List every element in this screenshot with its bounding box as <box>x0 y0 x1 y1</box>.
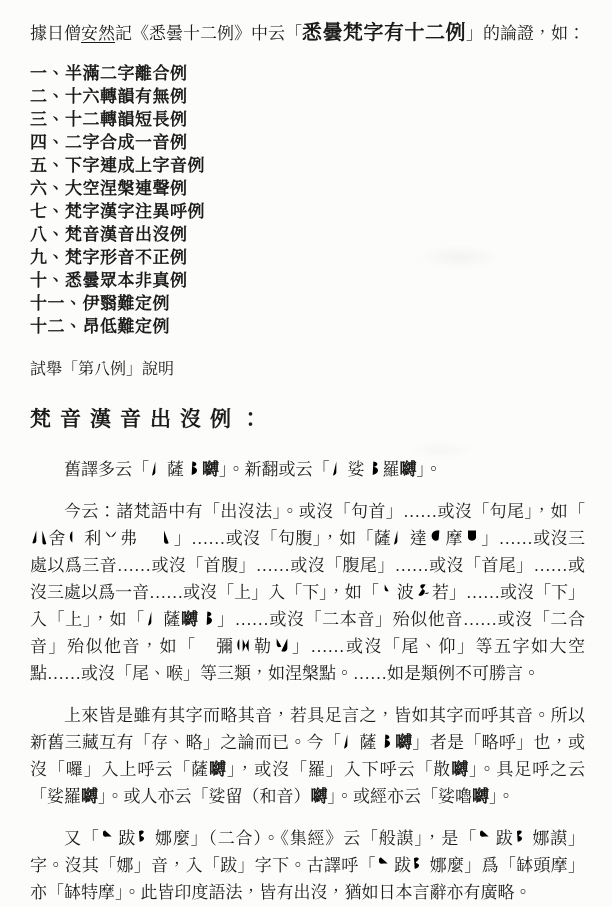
paragraph-summary: 上來皆是雖有其字而略其音，若具足言之，皆如其字而呼其音。所以新舊三藏互有「存、略」之論而已。今「 薩 嚩」者是「略呼」也，或沒「囉」入上呼云「薩嚩」，或沒「羅」入下呼云「散嚩」。具足呼之云「娑羅嚩」。或人亦云「娑留（和音）嚩」。或經亦云「娑嚕嚩」。 <box>30 706 586 806</box>
list-item: 三、十二轉韻短長例 <box>30 110 188 129</box>
list-item: 一、半滿二字離合例 <box>30 64 188 83</box>
underlined-name: 安然 <box>81 24 115 43</box>
list-item: 六、大空涅槃連聲例 <box>30 179 188 198</box>
siddham-ya-glyph <box>274 634 290 655</box>
siddham-ri-glyph <box>67 526 83 547</box>
list-item: 十、悉曇眾本非真例 <box>30 271 188 290</box>
siddham-dma-glyph <box>515 826 531 847</box>
siddham-jna-glyph <box>415 580 431 601</box>
list-item: 五、下字連成上字音例 <box>30 156 205 175</box>
bold-text: 嚩 <box>472 787 489 806</box>
list-item: 八、梵音漢音出沒例 <box>30 225 188 244</box>
siddham-tre-glyph <box>236 634 252 655</box>
siddham-dma-glyph <box>412 853 428 874</box>
list-item: 七、梵字漢字注異呼例 <box>30 202 205 221</box>
siddham-rva-glyph <box>366 457 382 478</box>
list-item: 十一、伊翳難定例 <box>30 294 170 313</box>
siddham-sa-glyph <box>331 457 347 478</box>
siddham-rva-glyph <box>378 730 394 751</box>
bold-text: 嚩 <box>202 460 219 479</box>
siddham-mai-glyph <box>198 634 214 655</box>
bold-text: 嚩 <box>399 460 417 479</box>
siddham-ra-glyph <box>156 526 172 547</box>
twelve-examples-list <box>30 62 585 338</box>
bold-text: 嚩 <box>394 733 413 752</box>
siddham-pu-glyph <box>103 526 119 547</box>
siddham-pa-glyph <box>377 853 393 874</box>
siddham-pa-glyph <box>101 826 117 847</box>
section-title: 梵音漢音出沒例： <box>30 407 270 431</box>
siddham-sa-glyph <box>150 457 166 478</box>
bold-text: 嚩 <box>180 610 199 629</box>
siddham-pa-glyph <box>478 826 494 847</box>
siddham-rva-glyph <box>185 457 201 478</box>
list-item: 十二、昂低難定例 <box>30 317 170 336</box>
siddham-dha-glyph <box>428 526 444 547</box>
paragraph-chumo-rules: 今云：諸梵語中有「出沒法」。或沒「句首」……或沒「句尾」，如「舍 利 弗 」……或沒「句腹」，如「薩 達 摩 」……或沒三處以爲三音……或沒「首腹」……或沒「腹尾」……或沒「首尾」……或沒三處以爲一音……或沒「上」入「下」，如「 波 若」……或沒「下」入「上」，如「 薩嚩 」……或沒「二本音」殆似他音……或沒「二合音」殆似他音，如「 彌 勒 」……或沒「尾、仰」等五字如大空點……或沒「尾、喉」等三類，如涅槃點。……如是類例不可勝言。 <box>30 502 586 683</box>
siddham-pra-glyph <box>380 580 396 601</box>
paragraph-padma: 又「 跋 娜麼」（二合）。《集經》云「般謨」，是「 跋 娜謨」字。沒其「娜」音，入「跋」字下。古譯呼「 跋 娜麼」爲「缽頭摩」亦「缽特摩」。此皆印度語法，皆有出沒，猶如日本言辭亦有廣略。 <box>30 825 585 906</box>
bold-text: 嚩 <box>209 760 227 779</box>
bold-text: 嚩 <box>451 760 470 779</box>
bold-text: 嚩 <box>310 787 328 806</box>
siddham-ta-glyph <box>138 526 154 547</box>
note-line: 試舉「第八例」說明 <box>30 361 175 378</box>
list-item: 九、梵字形音不正例 <box>30 248 188 267</box>
siddham-sa-glyph <box>342 730 358 751</box>
list-item: 四、二字合成一音例 <box>30 133 188 152</box>
bold-text: 嚩 <box>81 787 98 806</box>
list-item: 二、十六轉韻有無例 <box>30 87 188 106</box>
siddham-sha-glyph <box>31 526 47 547</box>
intro-line: 據日僧安然記《悉曇十二例》中云「悉曇梵字有十二例」的論證，如： <box>30 22 585 44</box>
paragraph-old-translation: 舊譯多云「 薩 嚩」。新翻或云「 娑 羅嚩」。 <box>30 456 585 483</box>
siddham-sa-glyph <box>392 526 408 547</box>
emphasized-quote: 悉曇梵字有十二例 <box>302 22 466 44</box>
siddham-sa-glyph <box>146 607 162 628</box>
siddham-ma-glyph <box>464 526 480 547</box>
siddham-rva-glyph <box>200 607 216 628</box>
siddham-dma-glyph <box>137 826 153 847</box>
